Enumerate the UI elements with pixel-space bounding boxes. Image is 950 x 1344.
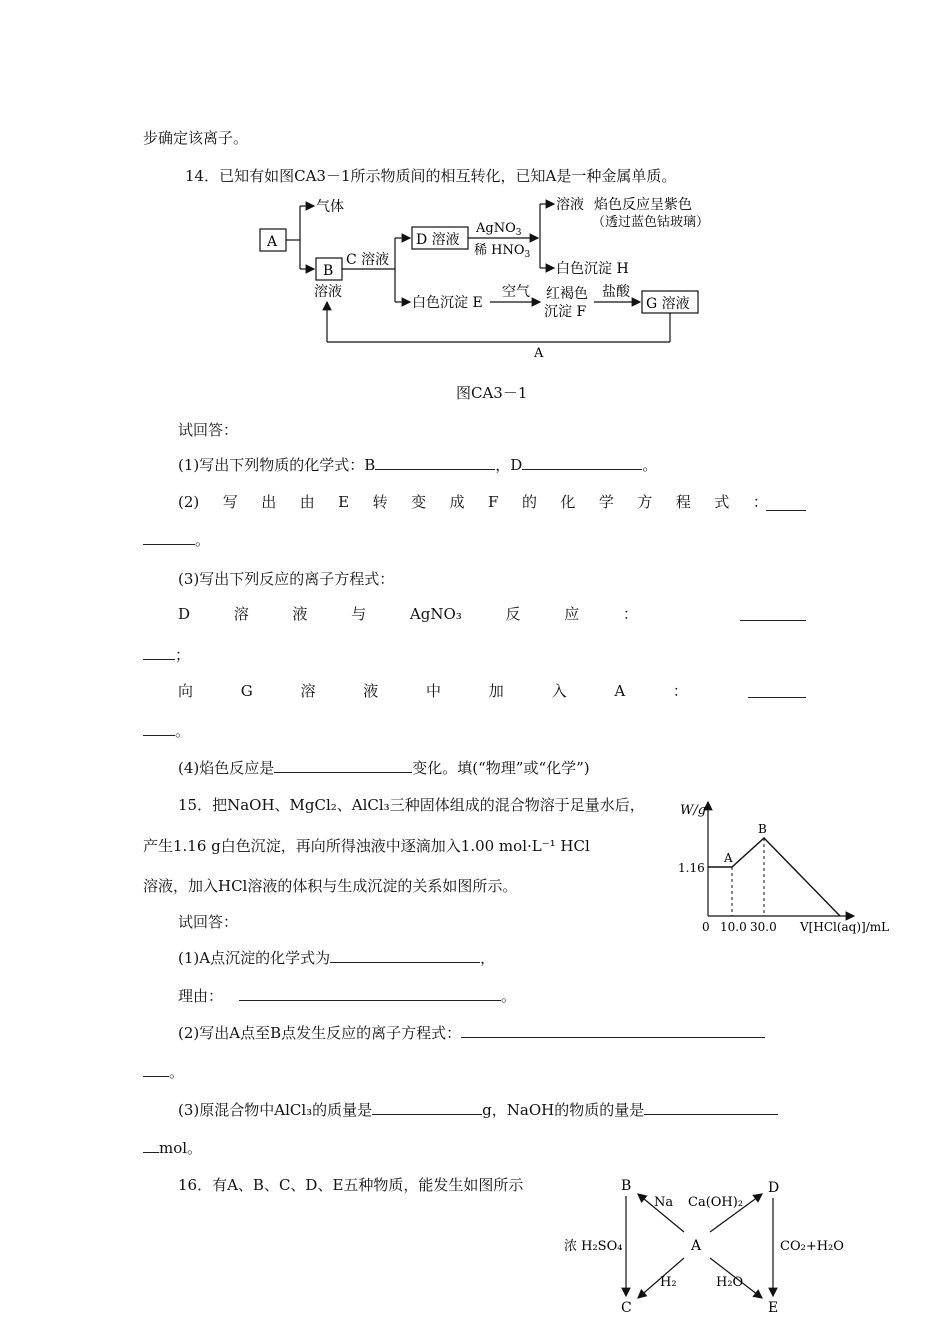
q14-part2-char: 方 [637,493,653,511]
q15-line3: 溶液，加入HCl溶液的体积与生成沉淀的关系如图所示。 [143,877,518,895]
q15-line2: 产生1.16 g白色沉淀，再向所得浊液中逐滴加入1.00 mol·L⁻¹ HCl [143,837,590,855]
q14-part2-char: 变 [411,493,427,511]
q15-part3 [178,1100,778,1120]
q14-part3b-char: A [614,682,626,700]
q14-part2 [178,492,768,512]
q14-part2-char: 式 [714,493,730,511]
q14-part3a-blank-a[interactable] [740,606,806,621]
q15-part2-cont [143,1062,184,1082]
q15-part2 [178,1023,765,1043]
q14-stem: 14．已知有如图CA3－1所示物质间的相互转化，已知A是一种金属单质。 [185,167,677,185]
q14-answer-B-blank[interactable] [375,455,495,470]
q14-part3b-char: 加 [488,682,504,700]
q14-part2-char: F [488,493,499,511]
q15-AlCl3-mass-blank[interactable] [372,1100,482,1115]
q15-point-A: A [724,851,733,865]
q14-part3a-char: 溶 [233,605,249,623]
q15-part1-text: (1)A点沉淀的化学式为 [178,949,331,967]
q15-curve [708,838,840,916]
q16-node-E: E [768,1300,779,1316]
q14-part3a-char: 与 [351,605,367,623]
q16-line1: 16．有A、B、C、D、E五种物质，能发生如图所示 [178,1176,524,1194]
q15-part2-blank-b[interactable] [143,1062,169,1077]
q14-white-precip-H: 白色沉淀 H [556,261,629,277]
q14-try-answer: 试回答： [178,421,239,439]
q14-part3a-cont [143,645,190,665]
q16-label-h2o: H₂O [716,1275,744,1290]
q14-part2-char: 程 [675,493,691,511]
q15-part2-end: 。 [169,1063,185,1081]
q15-part1-end: ， [480,949,496,967]
q14-part2-blank-b[interactable] [143,530,195,545]
q15-part1 [178,948,495,968]
q15-point-B: B [758,822,767,836]
q14-part2-blank-a[interactable] [766,496,806,511]
q15-part2-blank-a[interactable] [461,1023,765,1038]
q14-part4-text: (4)焰色反应是 [178,759,275,777]
q14-part4-end: 变化。填(“物理”或“化学”) [412,759,590,777]
q14-part3a-char: D [178,605,191,623]
q14-answer-D-blank[interactable] [522,455,642,470]
q14-part2-char: 由 [299,493,315,511]
q14-part1 [178,455,657,475]
q14-part3a-char: AgNO₃ [409,605,462,623]
q14-part3b-char: 溶 [300,682,316,700]
q14-node-D: D 溶液 [416,232,460,248]
q14-part2-char: 成 [449,493,465,511]
q14-reagent-hno3: 稀 $HNO_3$ [474,243,531,260]
q14-part2-char: E [338,493,350,511]
q14-part3a [178,604,638,624]
q14-figure-caption: 图CA3－1 [456,384,528,402]
q16-label-co2h2o: CO₂+H₂O [780,1239,844,1254]
q14-reagent-agno3: AgNO$_3$ [476,221,522,238]
q15-reason-text: 理由： [178,987,224,1005]
q15-reason [178,986,516,1006]
q14-part2-char: 出 [261,493,277,511]
q14-part2-end: 。 [195,531,211,549]
q16-label-h2: H₂ [660,1275,677,1290]
q16-node-A: A [691,1238,702,1254]
q14-part4 [178,758,590,778]
q15-NaOH-blank-a[interactable] [644,1100,778,1115]
q16-label-h2so4: 浓 H₂SO₄ [564,1239,623,1254]
q15-part3-mid: g，NaOH的物质的量是 [482,1101,645,1119]
q14-part3b-blank-b[interactable] [143,721,175,736]
q15-part3-cont [143,1138,202,1158]
q14-gas-label: 气体 [316,199,344,215]
q15-y-tick-1.16: 1.16 [678,861,705,875]
q14-flame-note: （透过蓝色钴玻璃） [592,215,710,230]
q14-part3b-char: 液 [363,682,379,700]
q14-part3a-end: ； [175,646,191,664]
q15-line1: 15．把NaOH、MgCl₂、AlCl₃三种固体组成的混合物溶于足量水后， [178,796,645,814]
q14-conversion-diagram [250,192,730,364]
q14-part2-char: 的 [521,493,537,511]
q14-part2-char: 化 [560,493,576,511]
q14-node-A: A [267,234,278,250]
q14-part3a-char: ： [622,605,638,623]
q14-part2-char: ： [752,493,768,511]
q15-x-tick-10: 10.0 [720,920,747,934]
q16-reaction-diagram [556,1172,856,1340]
q15-x-tick-0: 0 [702,920,710,934]
q14-B-solution: 溶液 [314,284,342,300]
intro-tail: 步确定该离子。 [143,129,249,147]
q14-part1-mid: ，D [495,456,523,474]
q14-flame-result: 焰色反应呈紫色 [594,197,692,213]
q15-part1-blank[interactable] [330,948,480,963]
q14-part3b-char: 入 [551,682,567,700]
q16-label-na: Na [654,1195,674,1210]
q14-part3a-char: 反 [505,605,521,623]
q15-precipitate-graph [672,798,892,938]
q14-part1-text: (1)写出下列物质的化学式：B [178,456,376,474]
q14-white-precip-E: 白色沉淀 E [412,295,483,311]
q15-x-axis-label: V[HCl(aq)]/mL [800,920,890,934]
q14-part3b-end: 。 [175,722,191,740]
q14-part3b [178,681,688,701]
q14-part1-end: 。 [642,456,658,474]
q14-part4-blank[interactable] [274,758,412,773]
q16-node-C: C [621,1300,632,1316]
q14-part3b-cont [143,721,190,741]
q15-x-tick-30: 30.0 [750,920,777,934]
q14-part3b-char: 中 [426,682,442,700]
q15-NaOH-blank-b[interactable] [143,1138,159,1153]
q15-y-axis-label: W/g [680,803,707,818]
q14-hcl-label: 盐酸 [602,284,630,300]
q14-part2-char: (2) [178,493,200,511]
q14-F-line2: 沉淀 F [544,304,587,320]
q14-F-line1: 红褐色 [546,286,588,302]
q14-part3b-blank-a[interactable] [748,683,806,698]
q15-part3-end: mol。 [159,1139,203,1157]
q14-node-G: G 溶液 [646,296,690,312]
q14-part3b-char: 向 [178,682,194,700]
q14-C-solution-label: C 溶液 [346,252,390,268]
q14-part2-cont [143,530,210,550]
q14-part3a-char: 应 [564,605,580,623]
q16-node-D: D [768,1180,780,1196]
q14-part3: (3)写出下列反应的离子方程式： [178,570,395,588]
q14-part2-char: 写 [222,493,238,511]
q14-loop-A: A [534,346,544,361]
q14-node-B: B [323,263,334,279]
q14-air-label: 空气 [502,284,530,300]
q14-part3b-char: ： [672,682,688,700]
q16-node-B: B [621,1178,632,1194]
q14-part2-char: 转 [372,493,388,511]
q15-reason-end: 。 [501,987,517,1005]
q14-part2-char: 学 [598,493,614,511]
q15-part2-text: (2)写出A点至B点发生反应的离子方程式： [178,1024,462,1042]
q16-label-caoh2: Ca(OH)₂ [688,1195,744,1210]
q14-part3b-char: G [240,682,253,700]
q15-part3-text: (3)原混合物中AlCl₃的质量是 [178,1101,373,1119]
q14-part3a-blank-b[interactable] [143,645,175,660]
q15-try-answer: 试回答： [178,913,239,931]
q14-solution-top: 溶液 [556,197,584,213]
q14-part3a-char: 液 [292,605,308,623]
q15-reason-blank[interactable] [239,986,501,1001]
